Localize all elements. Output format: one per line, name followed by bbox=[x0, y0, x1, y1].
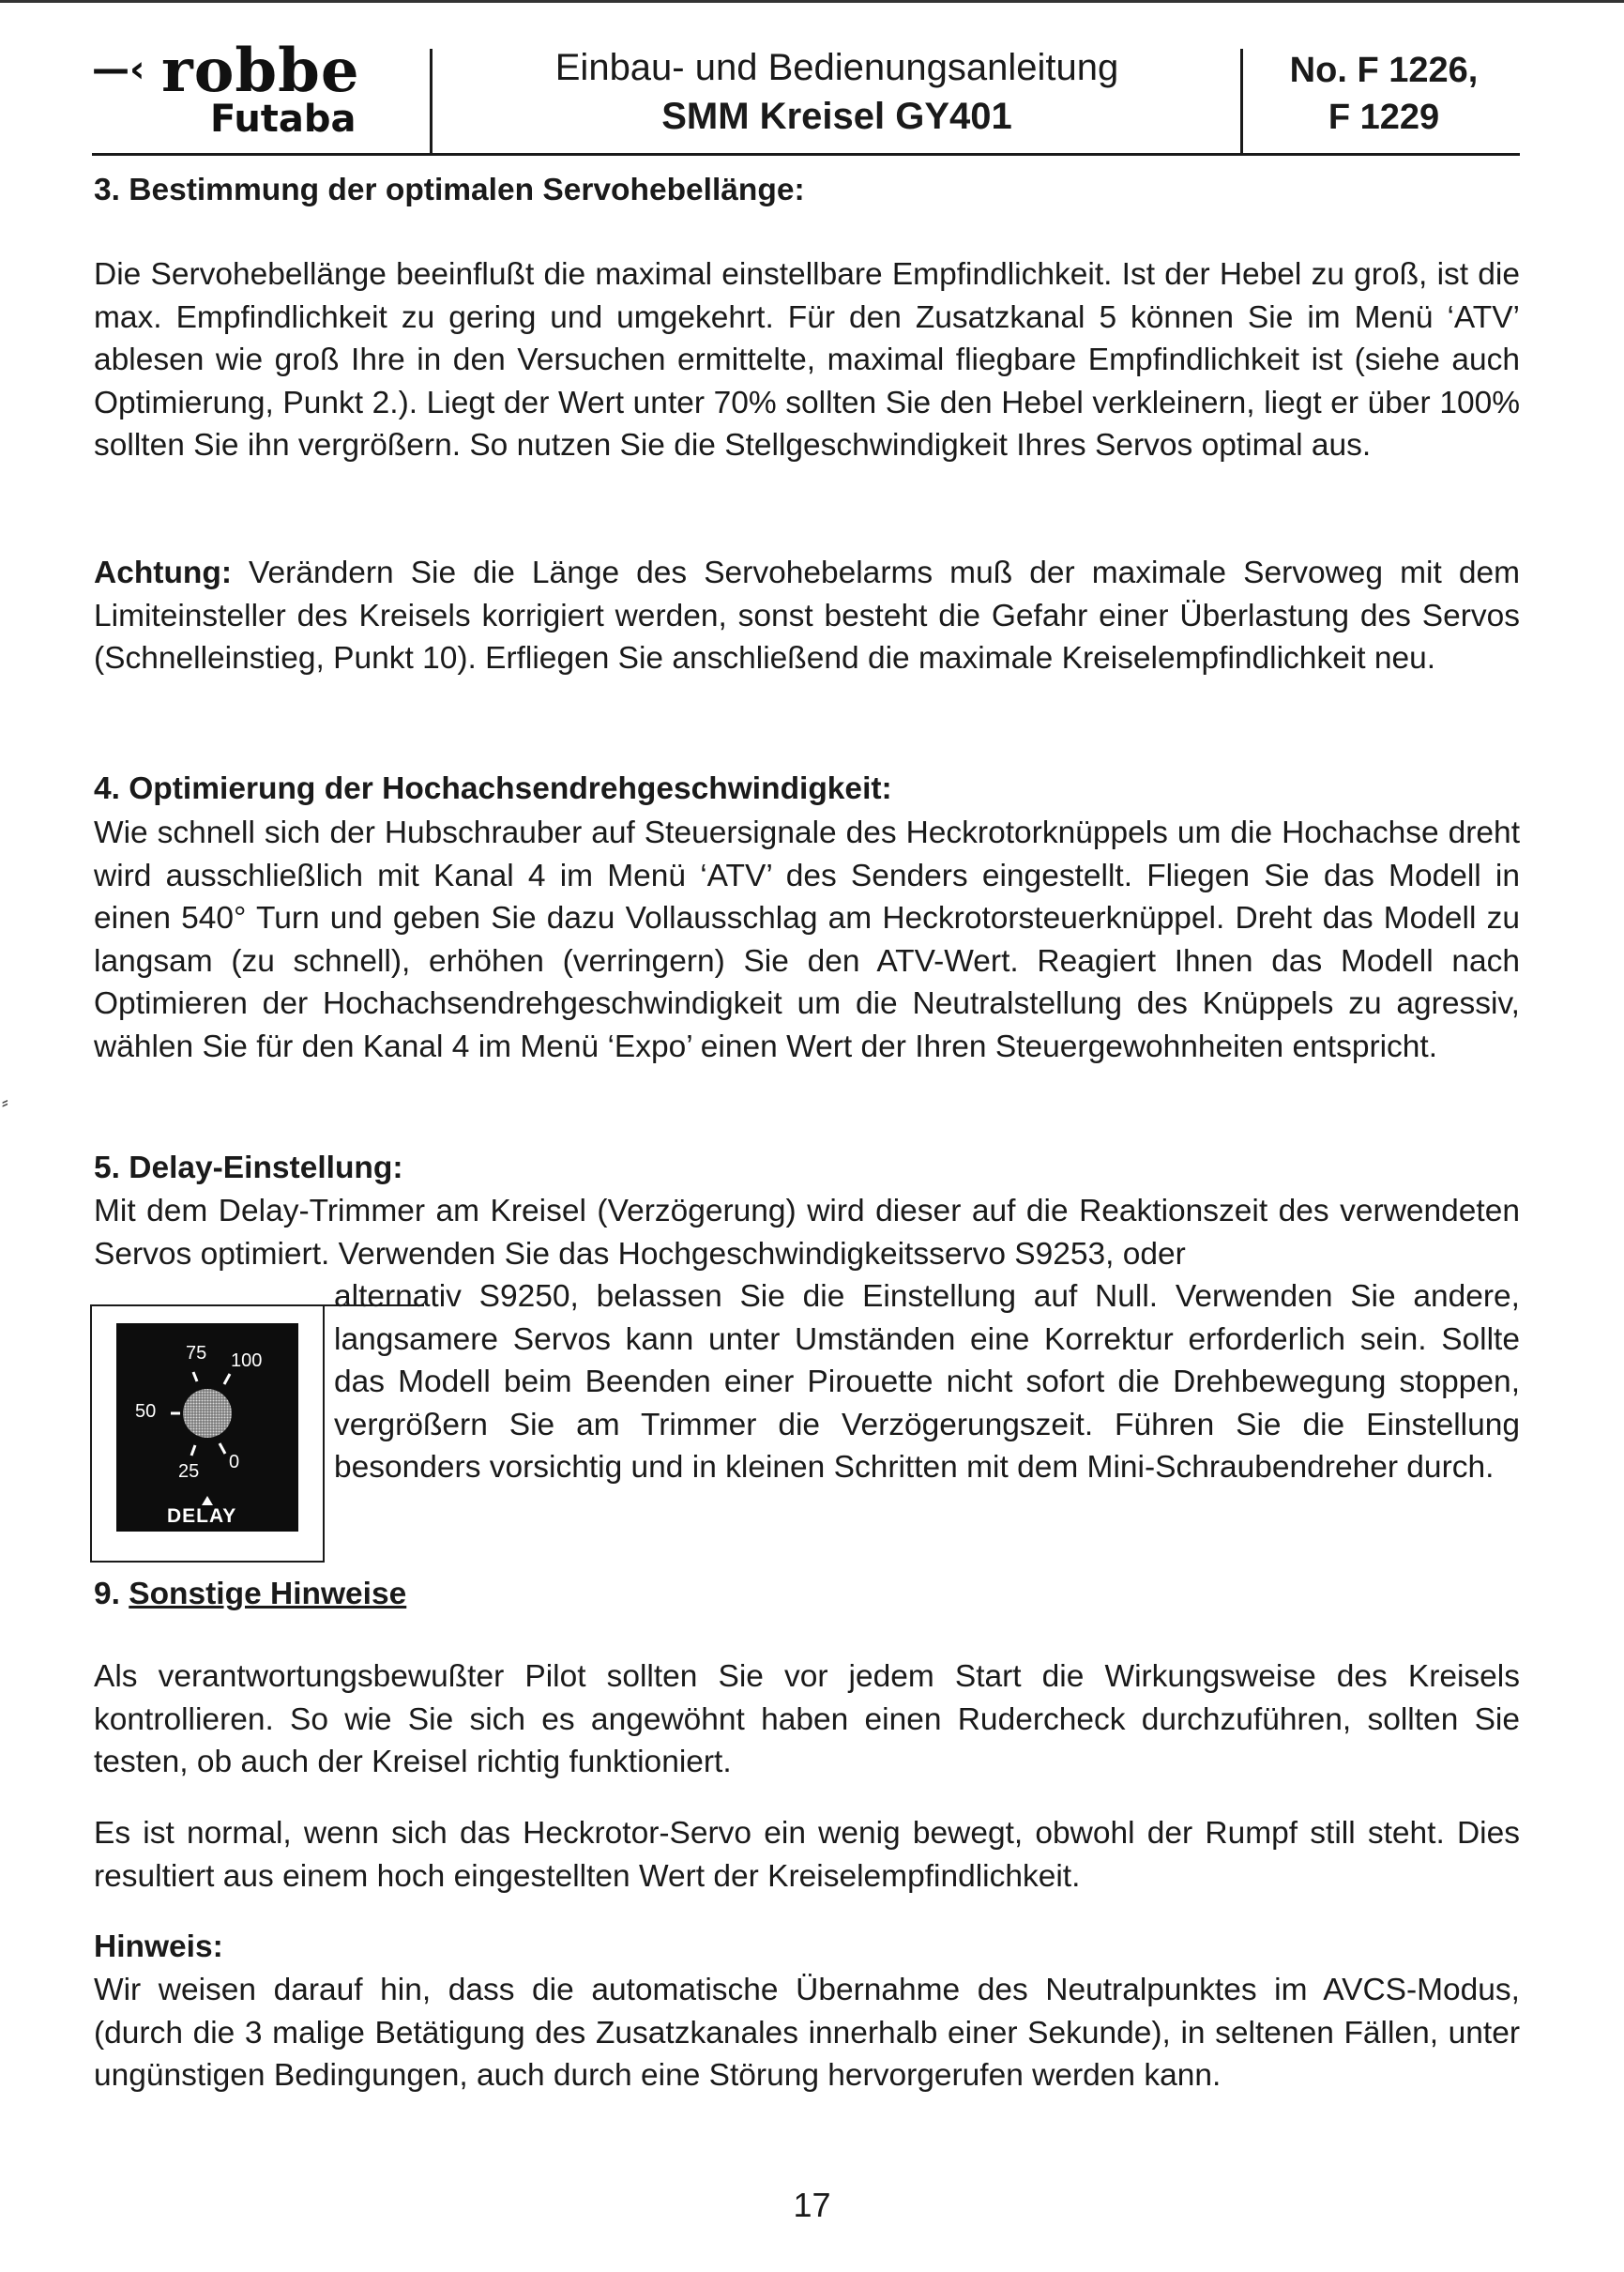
scan-top-edge bbox=[0, 0, 1624, 3]
section5-heading: 5. Delay-Einstellung: bbox=[94, 1151, 403, 1185]
section9-heading-number: 9. bbox=[94, 1577, 129, 1611]
logo-robbe-text: robbe bbox=[161, 36, 360, 106]
section3-heading: 3. Bestimmung der optimalen Servohebellänge: bbox=[94, 173, 805, 207]
logo-arrow-icon: —‹ bbox=[92, 48, 145, 91]
dial-label-25: 25 bbox=[178, 1461, 200, 1482]
robbe-futaba-logo bbox=[92, 36, 430, 145]
warning-text: Verändern Sie die Länge des Servohebelarms muß der maximale Servoweg mit dem Limiteinsteller des Kreisels korrigiert werden, sonst besteht die Gefahr einer Überlastung des Servos (Schnelleinstieg, Punkt 10). Erfliegen Sie anschließend die maximale Kreiselempfindlichkeit neu. bbox=[94, 556, 1520, 676]
dial-label-0: 0 bbox=[229, 1452, 240, 1472]
document-title bbox=[435, 43, 1238, 141]
dial-label-100: 100 bbox=[231, 1350, 263, 1371]
logo-futaba-text: Futaba bbox=[210, 98, 357, 141]
dial-label-50: 50 bbox=[135, 1401, 157, 1422]
section9-paragraph1: Als verantwortungsbewußter Pilot sollten Sie vor jedem Start die Wirkungsweise des Kreisels kontrollieren. So wie Sie sich es angewöhnt haben einen Rudercheck durchzuführen, sollten Sie testen, ob auch der Kreisel richtig funktioniert. bbox=[94, 1659, 1520, 1779]
dial-label-delay: DELAY bbox=[167, 1505, 237, 1527]
document-title-line1: Einbau- und Bedienungsanleitung bbox=[554, 47, 1119, 88]
document-title-line2: SMM Kreisel GY401 bbox=[661, 96, 1012, 137]
delay-dial-panel bbox=[116, 1323, 298, 1532]
document-number-line1: No. F 1226, bbox=[1289, 51, 1479, 90]
section5-paragraph-side: alternativ S9250, belassen Sie die Einstellung auf Null. Verwenden Sie andere, langsamere Servos kann unter Umständen eine Korrektur erforderlich sein. Sollte das Modell beim Beenden einer Pirouette nicht sofort die Drehbewegung stoppen, vergrößern Sie am Trimmer die Verzögerungszeit. Führen Sie die Einstellung besonders vorsichtig und in kleinen Schritten mit dem Mini-Schraubendreher durch. bbox=[334, 1279, 1520, 1485]
section9-heading bbox=[94, 1573, 406, 1615]
delay-dial-icon bbox=[116, 1323, 298, 1532]
section4-paragraph: Wie schnell sich der Hubschrauber auf Steuersignale des Heckrotorknüppels um die Hochachse dreht wird ausschließlich mit Kanal 4 im Menü ‘ATV’ des Senders eingestellt. Fliegen Sie das Modell in einen 540° Turn und geben Sie dazu Vollausschlag am Heckrotorsteuerknüppel. Dreht das Modell zu langsam (zu schnell), erhöhen (verringern) Sie den ATV-Wert. Reagiert Ihnen das Modell nach Optimieren der Hochachsendrehgeschwindigkeit um die Neutralstellung des Knüppels zu agressiv, wählen Sie für den Kanal 4 im Menü ‘Expo’ einen Wert der Ihren Steuergewohnheiten entspricht. bbox=[94, 816, 1520, 1064]
section3-paragraph: Die Servohebellänge beeinflußt die maximal einstellbare Empfindlichkeit. Ist der Hebel zu groß, ist die max. Empfindlichkeit zu gering und umgekehrt. Für den Zusatzkanal 5 können Sie im Menü ‘ATV’ ablesen wie groß Ihre in den Versuchen ermittelte, maximal fliegbare Empfindlichkeit ist (siehe auch Optimierung, Punkt 2.). Liegt der Wert unter 70% sollten Sie den Hebel verkleinern, liegt er über 100% sollten Sie ihn vergrößern. So nutzen Sie die Stellgeschwindigkeit Ihres Servos optimal aus. bbox=[94, 257, 1520, 463]
section5-paragraph-top: Mit dem Delay-Trimmer am Kreisel (Verzögerung) wird dieser auf die Reaktionszeit des verwendeten Servos optimiert. Verwenden Sie das Hochgeschwindigkeitsservo S9253, oder bbox=[94, 1194, 1520, 1272]
warning-label: Achtung: bbox=[94, 556, 232, 590]
section4-heading: 4. Optimierung der Hochachsendrehgeschwindigkeit: bbox=[94, 771, 892, 806]
document-number bbox=[1248, 47, 1520, 141]
section9-paragraph2: Es ist normal, wenn sich das Heckrotor-Servo ein wenig bewegt, obwohl der Rumpf still steht. Dies resultiert aus einem hoch eingestellten Wert der Kreiselempfindlichkeit. bbox=[94, 1816, 1520, 1894]
document-number-line2: F 1229 bbox=[1328, 98, 1440, 137]
section3-warning bbox=[94, 552, 1520, 680]
section9-heading-text: Sonstige Hinweise bbox=[129, 1577, 407, 1611]
page-header bbox=[92, 36, 1520, 156]
note-paragraph: Wir weisen darauf hin, dass die automatische Übernahme des Neutralpunktes im AVCS-Modus, (durch die 3 malige Betätigung des Zusatzkanales innerhalb einer Sekunde), in seltenen Fällen, unter ungünstigen Bedingungen, auch durch eine Störung hervorgerufen werden kann. bbox=[94, 1973, 1520, 2093]
page-number: 17 bbox=[793, 2186, 831, 2224]
dial-label-75: 75 bbox=[186, 1343, 207, 1364]
delay-trimmer-figure bbox=[90, 1304, 325, 1563]
header-divider-right bbox=[1240, 49, 1243, 153]
header-divider-left bbox=[430, 49, 433, 153]
scan-mark-left: ⸗ bbox=[2, 1092, 8, 1113]
note-heading: Hinweis: bbox=[94, 1929, 223, 1964]
